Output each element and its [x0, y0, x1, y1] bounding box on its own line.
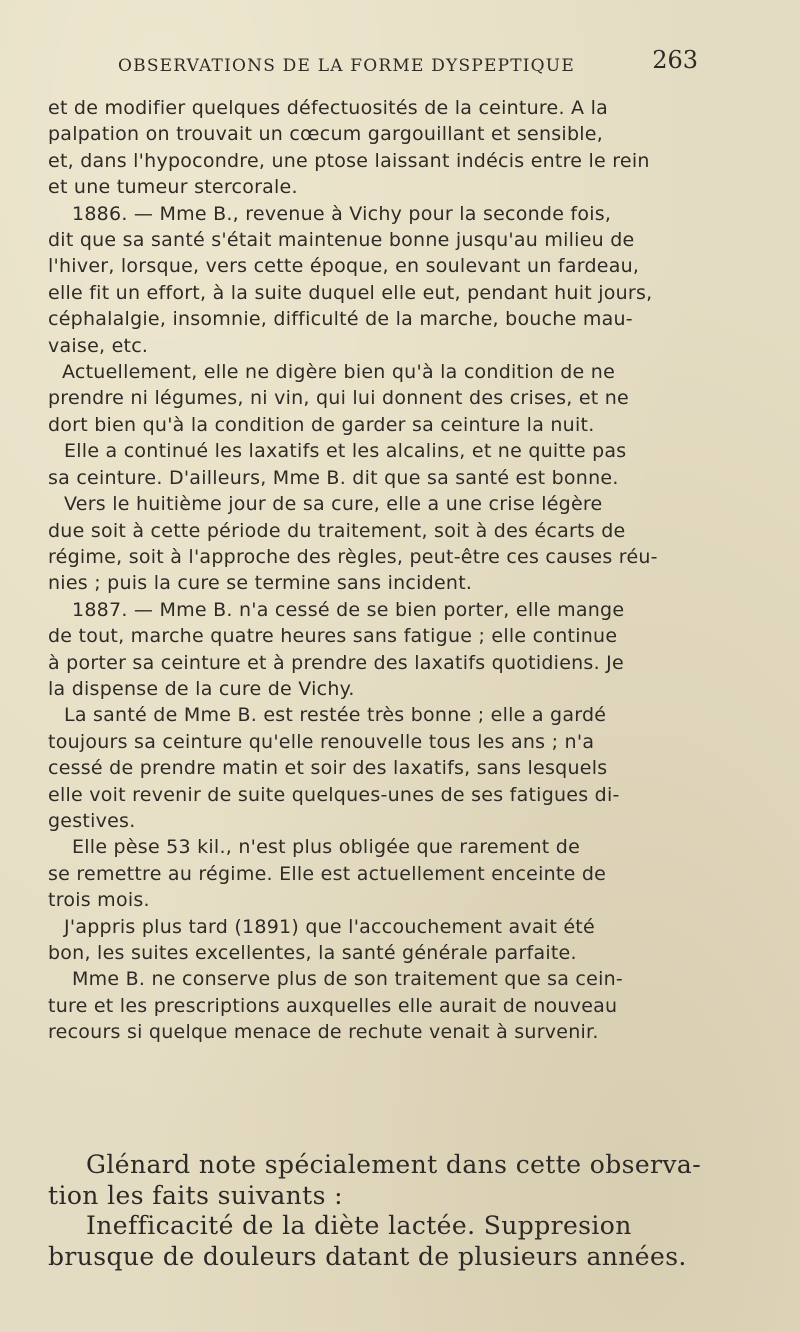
- conclusion-text: [48, 1150, 720, 1272]
- conclusion-line: Inefficacité de la diète lactée. Suppresion: [86, 1211, 632, 1240]
- text-line: gestives.: [48, 809, 136, 832]
- text-line: et, dans l'hypocondre, une ptose laissant indécis entre le rein: [48, 149, 650, 172]
- text-line: de tout, marche quatre heures sans fatigue ; elle continue: [48, 625, 618, 648]
- text-line: et une tumeur stercorale.: [48, 176, 298, 199]
- text-line: toujours sa ceinture qu'elle renouvelle tous les ans ; n'a: [48, 730, 595, 753]
- text-line: la dispense de la cure de Vichy.: [48, 677, 355, 700]
- text-line: Mme B. ne conserve plus de son traitement que sa cein-: [72, 968, 623, 991]
- running-head: OBSERVATIONS DE LA FORME DYSPEPTIQUE: [118, 56, 575, 76]
- conclusion-line: tion les faits suivants :: [48, 1180, 343, 1210]
- text-line: trois mois.: [48, 889, 150, 912]
- text-line: ture et les prescriptions auxquelles elle aurait de nouveau: [48, 994, 618, 1017]
- text-line: et de modifier quelques défectuosités de la ceinture. A la: [48, 97, 609, 119]
- text-line: elle voit revenir de suite quelques-unes de ses fatigues di-: [48, 783, 620, 806]
- text-line: prendre ni légumes, ni vin, qui lui donnent des crises, et ne: [48, 387, 629, 410]
- conclusion-line: Glénard note spécialement dans cette observa-: [86, 1150, 702, 1179]
- text-line: dort bien qu'à la condition de garder sa ceinture la nuit.: [48, 413, 595, 436]
- text-line: dit que sa santé s'était maintenue bonne jusqu'au milieu de: [48, 229, 635, 252]
- conclusion-line: brusque de douleurs datant de plusieurs années.: [48, 1241, 687, 1271]
- text-line: 1887. — Mme B. n'a cessé de se bien porter, elle mange: [72, 598, 625, 621]
- text-line: 1886. — Mme B., revenue à Vichy pour la seconde fois,: [72, 202, 612, 225]
- text-line: régime, soit à l'approche des règles, peut-être ces causes réu-: [48, 545, 658, 568]
- text-line: recours si quelque menace de rechute venait à survenir.: [48, 1021, 599, 1044]
- page-number: 263: [652, 46, 698, 74]
- text-line: sa ceinture. D'ailleurs, Mme B. dit que sa santé est bonne.: [48, 466, 619, 489]
- text-line: céphalalgie, insomnie, difficulté de la marche, bouche mau-: [48, 308, 633, 331]
- text-line: à porter sa ceinture et à prendre des laxatifs quotidiens. Je: [48, 651, 624, 674]
- text-line: Vers le huitième jour de sa cure, elle a une crise légère: [64, 493, 603, 516]
- text-line: bon, les suites excellentes, la santé générale parfaite.: [48, 942, 577, 964]
- text-line: elle fit un effort, à la suite duquel elle eut, pendant huit jours,: [48, 281, 653, 304]
- text-line: Elle a continué les laxatifs et les alcalins, et ne quitte pas: [64, 440, 627, 463]
- text-line: Elle pèse 53 kil., n'est plus obligée que rarement de: [72, 836, 581, 859]
- page-header: [118, 46, 698, 80]
- text-line: nies ; puis la cure se termine sans incident.: [48, 572, 473, 595]
- text-line: cessé de prendre matin et soir des laxatifs, sans lesquels: [48, 757, 608, 780]
- text-line: La santé de Mme B. est restée très bonne ; elle a gardé: [64, 704, 607, 727]
- text-line: se remettre au régime. Elle est actuellement enceinte de: [48, 862, 607, 885]
- text-line: Actuellement, elle ne digère bien qu'à la condition de ne: [62, 361, 616, 384]
- text-line: l'hiver, lorsque, vers cette époque, en soulevant un fardeau,: [48, 255, 640, 278]
- text-line: J'appris plus tard (1891) que l'accouchement avait été: [64, 915, 595, 938]
- text-line: palpation on trouvait un cœcum gargouillant et sensible,: [48, 123, 604, 146]
- body-text: [48, 95, 704, 1046]
- text-line: vaise, etc.: [48, 334, 149, 357]
- text-line: due soit à cette période du traitement, soit à des écarts de: [48, 519, 626, 542]
